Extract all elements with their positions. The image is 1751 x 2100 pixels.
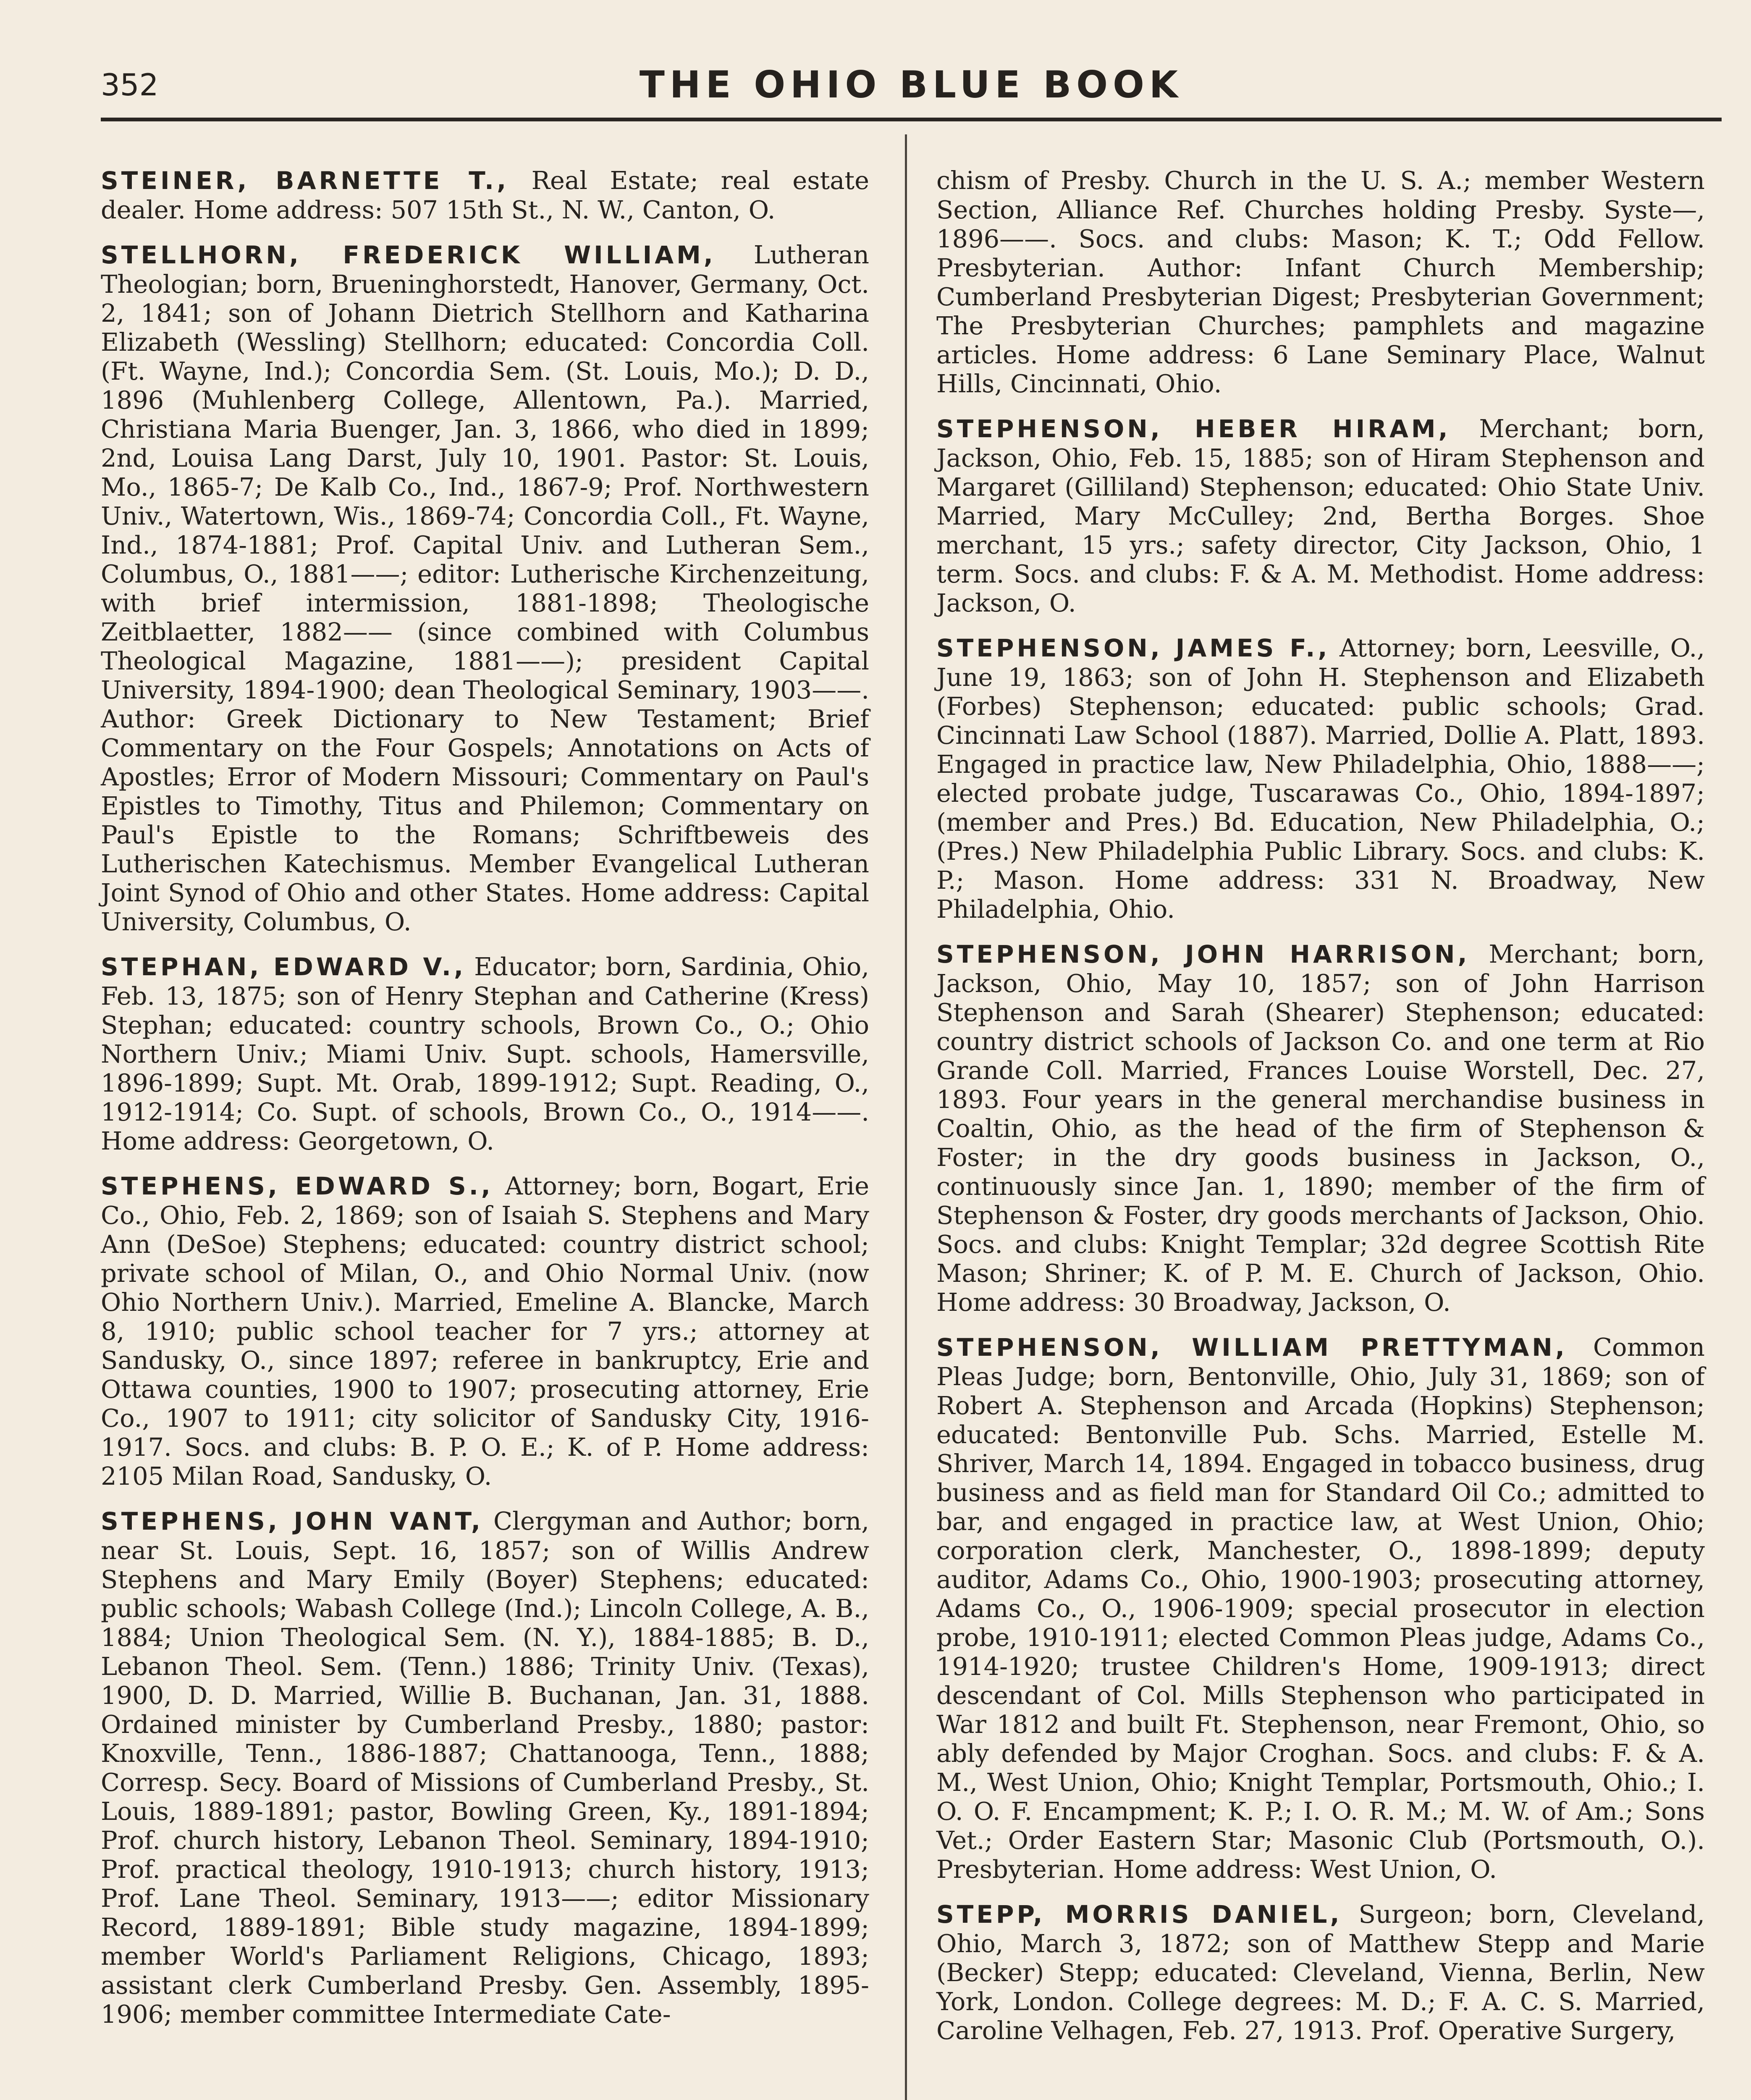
entry-text: Clergyman and Author; born, near St. Louis, Sept. 16, 1857; son of Willis Andrew Stephens and Mary Emily (Boyer) Stephens; educated: public schools; Wabash College (Ind.); Lincoln College, A. B., 1884; Union Theological Sem. (N. Y.), 1884-1885; B. D., Lebanon Theol. Sem. (Tenn.) 1886; Trinity Univ. (Texas), 1900, D. D. Married, Willie B. Buchanan, Jan. 31, 1888. Ordained minister by Cumberland Presby., 1880; pastor: Knoxville, Tenn., 1886-1887; Chattanooga, Tenn., 1888; Corresp. Secy. Board of Missions of Cumberland Presby., St. Louis, 1889-1891; pastor, Bowling Green, Ky., 1891-1894; Prof. church history, Lebanon Theol. Seminary, 1894-1910; Prof. practical theology, 1910-1913; church history, 1913; Prof. Lane Theol. Seminary, 1913——; editor Missionary Record, 1889-1891; Bible study magazine, 1894-1899; member World's Parliament Religions, Chicago, 1893; assistant clerk Cumberland Presby. Gen. Assembly, 1895-1906; member committee Intermediate Cate- [101,1507,869,2029]
entry-name: STEPHENSON, WILLIAM PRETTYMAN, [936,1333,1568,1362]
column-divider [905,134,907,2100]
entry [101,1507,869,2029]
entry [101,240,869,936]
entry-name: STEPHENS, EDWARD S., [101,1172,493,1200]
entry-text: Real Estate; real estate dealer. Home address: 507 15th St., N. W., Canton, O. [101,166,869,224]
entry-name: STEINER, BARNETTE T., [101,166,509,195]
entry-text: Merchant; born, Jackson, Ohio, Feb. 15, 1885; son of Hiram Stephenson and Margaret (Gilliland) Stephenson; educated: Ohio State Univ. Married, Mary McCulley; 2nd, Bertha Borges. Shoe merchant, 15 yrs.; safety director, City Jackson, Ohio, 1 term. Socs. and clubs: F. & A. M. Methodist. Home address: Jackson, O. [936,414,1705,617]
entry [936,414,1705,617]
entry [936,1333,1705,1884]
entry [936,633,1705,924]
entry-text: Surgeon; born, Cleveland, Ohio, March 3, 1872; son of Matthew Stepp and Marie (Becker) Stepp; educated: Cleveland, Vienna, Berlin, New York, London. College degrees: M. D.; F. A. C. S. Married, Caroline Velhagen, Feb. 27, 1913. Prof. Operative Surgery, [936,1900,1705,2045]
entry-name: STEPHENSON, JOHN HARRISON, [936,940,1470,969]
entry-text: Common Pleas Judge; born, Bentonville, Ohio, July 31, 1869; son of Robert A. Stephenson and Arcada (Hopkins) Stephenson; educated: Bentonville Pub. Schs. Married, Estelle M. Shriver, March 14, 1894. Engaged in tobacco business, drug business and as field man for Standard Oil Co.; admitted to bar, and engaged in practice law, at West Union, Ohio; corporation clerk, Manchester, O., 1898-1899; deputy auditor, Adams Co., Ohio, 1900-1903; prosecuting attorney, Adams Co., O., 1906-1909; special prosecutor in election probe, 1910-1911; elected Common Pleas judge, Adams Co., 1914-1920; trustee Children's Home, 1909-1913; direct descendant of Col. Mills Stephenson who participated in War 1812 and built Ft. Stephenson, near Fremont, Ohio, so ably defended by Major Croghan. Socs. and clubs: F. & A. M., West Union, Ohio; Knight Templar, Portsmouth, Ohio.; I. O. O. F. Encampment; K. P.; I. O. R. M.; M. W. of Am.; Sons Vet.; Order Eastern Star; Masonic Club (Portsmouth, O.). Presbyterian. Home address: West Union, O. [936,1333,1705,1884]
entry-name: STEPHENSON, JAMES F., [936,634,1330,662]
entry [936,1900,1705,2045]
right-column [936,166,1705,2061]
entry-continuation [936,166,1705,398]
entry-name: STEPP, MORRIS DANIEL, [936,1900,1342,1929]
entry-name: STELLHORN, FREDERICK WILLIAM, [101,241,716,269]
entry [101,952,869,1155]
entry-name: STEPHAN, EDWARD V., [101,953,466,981]
entry-text: Attorney; born, Bogart, Erie Co., Ohio, Feb. 2, 1869; son of Isaiah S. Stephens and Mary Ann (DeSoe) Stephens; educated: country district school; private school of Milan, O., and Ohio Normal Univ. (now Ohio Northern Univ.). Married, Emeline A. Blancke, March 8, 1910; public school teacher for 7 yrs.; attorney at Sandusky, O., since 1897; referee in bankruptcy, Erie and Ottawa counties, 1900 to 1907; prosecuting attorney, Erie Co., 1907 to 1911; city solicitor of Sandusky City, 1916-1917. Socs. and clubs: B. P. O. E.; K. of P. Home address: 2105 Milan Road, Sandusky, O. [101,1171,869,1491]
entry [936,940,1705,1317]
entry-text: chism of Presby. Church in the U. S. A.; member Western Section, Alliance Ref. Churches holding Presby. Syste—, 1896——. Socs. and clubs: Mason; K. T.; Odd Fellow. Presbyterian. Author: Infant Church Membership; Cumberland Presbyterian Digest; Presbyterian Government; The Presbyterian Churches; pamphlets and magazine articles. Home address: 6 Lane Seminary Place, Walnut Hills, Cincinnati, Ohio. [936,166,1705,398]
entry-text: Educator; born, Sardinia, Ohio, Feb. 13, 1875; son of Henry Stephan and Catherine (Kress) Stephan; educated: country schools, Brown Co., O.; Ohio Northern Univ.; Miami Univ. Supt. schools, Hamersville, 1896-1899; Supt. Mt. Orab, 1899-1912; Supt. Reading, O., 1912-1914; Co. Supt. of schools, Brown Co., O., 1914——. Home address: Georgetown, O. [101,952,869,1155]
entry [101,166,869,224]
running-title: THE OHIO BLUE BOOK [639,63,1183,106]
page-header [101,63,1722,121]
entry [101,1171,869,1491]
entry-text: Attorney; born, Leesville, O., June 19, 1863; son of John H. Stephenson and Elizabeth (Forbes) Stephenson; educated: public schools; Grad. Cincinnati Law School (1887). Married, Dollie A. Platt, 1893. Engaged in practice law, New Philadelphia, Ohio, 1888——; elected probate judge, Tuscarawas Co., Ohio, 1894-1897; (member and Pres.) Bd. Education, New Philadelphia, O.; (Pres.) New Philadelphia Public Library. Socs. and clubs: K. P.; Mason. Home address: 331 N. Broadway, New Philadelphia, Ohio. [936,633,1705,924]
entry-name: STEPHENS, JOHN VANT, [101,1507,483,1536]
entry-name: STEPHENSON, HEBER HIRAM, [936,415,1451,443]
entry-text: Lutheran Theologian; born, Brueninghorstedt, Hanover, Germany, Oct. 2, 1841; son of Johann Dietrich Stellhorn and Katharina Elizabeth (Wessling) Stellhorn; educated: Concordia Coll. (Ft. Wayne, Ind.); Concordia Sem. (St. Louis, Mo.); D. D., 1896 (Muhlenberg College, Allentown, Pa.). Married, Christiana Maria Buenger, Jan. 3, 1866, who died in 1899; 2nd, Louisa Lang Darst, July 10, 1901. Pastor: St. Louis, Mo., 1865-7; De Kalb Co., Ind., 1867-9; Prof. Northwestern Univ., Watertown, Wis., 1869-74; Concordia Coll., Ft. Wayne, Ind., 1874-1881; Prof. Capital Univ. and Lutheran Sem., Columbus, O., 1881——; editor: Lutherische Kirchenzeitung, with brief intermission, 1881-1898; Theologische Zeitblaetter, 1882—— (since combined with Columbus Theological Magazine, 1881——); president Capital University, 1894-1900; dean Theological Seminary, 1903——. Author: Greek Dictionary to New Testament; Brief Commentary on the Four Gospels; Annotations on Acts of Apostles; Error of Modern Missouri; Commentary on Paul's Epistles to Timothy, Titus and Philemon; Commentary on Paul's Epistle to the Romans; Schriftbeweis des Lutherischen Katechismus. Member Evangelical Lutheran Joint Synod of Ohio and other States. Home address: Capital University, Columbus, O. [101,240,869,936]
entry-text: Merchant; born, Jackson, Ohio, May 10, 1857; son of John Harrison Stephenson and Sarah (Shearer) Stephenson; educated: country district schools of Jackson Co. and one term at Rio Grande Coll. Married, Frances Louise Worstell, Dec. 27, 1893. Four years in the general merchandise business in Coaltin, Ohio, as the head of the firm of Stephenson & Foster; in the dry goods business in Jackson, O., continuously since Jan. 1, 1890; member of the firm of Stephenson & Foster, dry goods merchants of Jackson, Ohio. Socs. and clubs: Knight Templar; 32d degree Scottish Rite Mason; Shriner; K. of P. M. E. Church of Jackson, Ohio. Home address: 30 Broadway, Jackson, O. [936,940,1705,1317]
page-number: 352 [101,67,159,102]
left-column [101,166,869,2045]
